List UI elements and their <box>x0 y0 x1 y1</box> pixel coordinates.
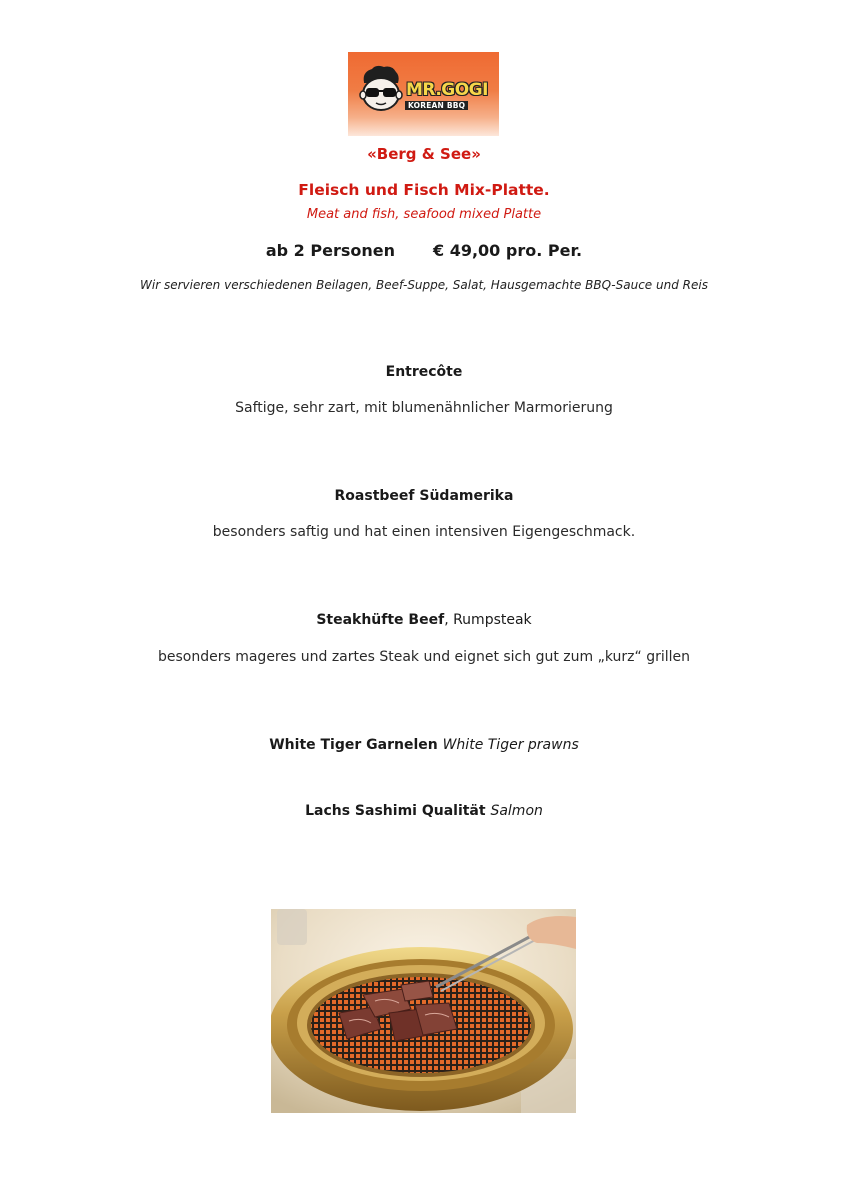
price-label: € 49,00 pro. Per. <box>433 241 583 260</box>
item-desc: besonders saftig und hat einen intensiven Eigengeschmack. <box>212 524 636 540</box>
item-desc: Saftige, sehr zart, mit blumenähnlicher Marmorierung <box>235 400 613 416</box>
item-name: Steakhüfte Beef <box>316 612 445 628</box>
korean-bbq-grill-photo <box>271 909 576 1113</box>
item-name-line <box>0 737 848 753</box>
item-name: White Tiger Garnelen <box>269 737 438 753</box>
item-desc: besonders mageres und zartes Steak und eignet sich gut zum „kurz“ grillen <box>157 649 690 665</box>
item-name-extra: , Rumpsteak <box>444 612 532 628</box>
item-name: Entrecôte <box>385 364 463 380</box>
menu-subtitle-de: Fleisch und Fisch Mix-Platte. <box>298 181 550 199</box>
mr-gogi-logo <box>348 52 499 136</box>
item-name: Lachs Sashimi Qualität <box>305 803 486 819</box>
logo-brand-text: MR.GOGI <box>406 80 488 100</box>
item-name-line <box>0 803 848 819</box>
item-name: Roastbeef Südamerika <box>334 488 514 504</box>
menu-title: «Berg & See» <box>367 145 481 163</box>
logo-subtitle-text: KOREAN BBQ <box>405 101 468 110</box>
menu-subtitle-en: Meat and fish, seafood mixed Platte <box>306 207 542 222</box>
item-name-en: Salmon <box>490 803 543 819</box>
price-line <box>0 241 848 260</box>
persons-label: ab 2 Personen <box>265 241 395 260</box>
item-name-en: White Tiger prawns <box>442 737 579 753</box>
side-dishes-note: Wir servieren verschiedenen Beilagen, Beef-Suppe, Salat, Hausgemachte BBQ-Sauce und Reis <box>140 278 708 292</box>
item-name-line <box>0 612 848 628</box>
